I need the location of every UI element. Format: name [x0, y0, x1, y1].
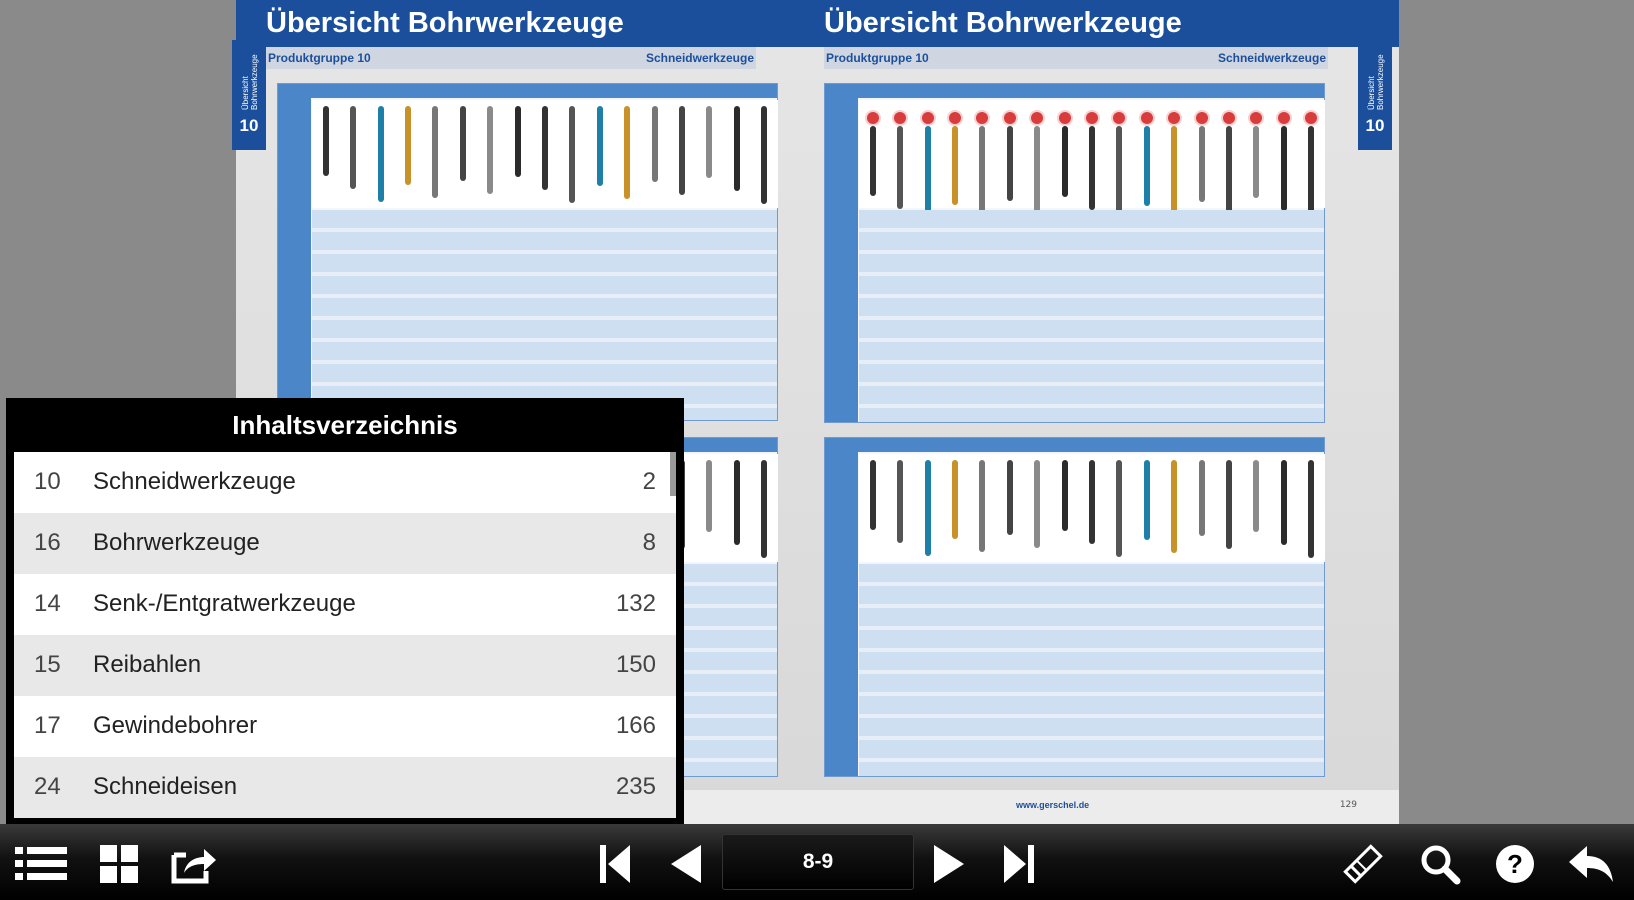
tool-drawing [460, 106, 466, 181]
back-button[interactable] [1562, 838, 1620, 890]
footer-page-number: 129 [1339, 800, 1357, 810]
tool-image-strip [859, 454, 1325, 562]
tool-drawing [1281, 126, 1287, 211]
tool-drawing [1171, 460, 1177, 553]
tool-drawing [679, 106, 685, 195]
toc-scrollbar[interactable] [670, 452, 676, 496]
tool-drawing [1034, 126, 1040, 214]
tool-drawing [1308, 460, 1314, 558]
tool-drawing [624, 106, 630, 199]
depth-stop-drawing [1111, 110, 1127, 126]
tool-overview-table [824, 437, 1325, 777]
tool-drawing [952, 460, 958, 539]
tool-image-strip [859, 100, 1325, 208]
depth-stop-drawing [1139, 110, 1155, 126]
toc-item-title: Gewindebohrer [93, 712, 258, 739]
toc-item-title: Schneideisen [93, 773, 238, 800]
toc-item-number: 14 [34, 590, 61, 617]
depth-stop-drawing [1057, 110, 1073, 126]
toc-item-title: Senk-/Entgratwerkzeuge [93, 590, 356, 617]
page-title: Übersicht Bohrwerkzeuge [824, 7, 1182, 39]
tool-drawing [1281, 460, 1287, 545]
depth-stop-drawing [974, 110, 990, 126]
chapter-tab-text: Übersicht Bohrwerkzeuge [1367, 54, 1385, 110]
tool-drawing [1144, 460, 1150, 540]
tool-drawing [1116, 460, 1122, 557]
tool-drawing [1007, 126, 1013, 201]
toc-item-page: 2 [642, 468, 656, 495]
tool-overview-table [277, 83, 778, 421]
tool-drawing [597, 106, 603, 186]
list-icon [13, 844, 69, 884]
catalog-page-right[interactable] [818, 0, 1399, 824]
category-label: Schneidwerkzeuge [1217, 51, 1326, 65]
pencil-icon [1341, 842, 1385, 886]
chapter-tab-number: 10 [1365, 116, 1385, 135]
depth-stop-drawing [1002, 110, 1018, 126]
tool-drawing [870, 460, 876, 530]
depth-stop-drawing [1221, 110, 1237, 126]
table-label-column [825, 452, 858, 776]
depth-stop-drawing [1276, 110, 1292, 126]
page-footer [818, 790, 1399, 824]
tool-drawing [1144, 126, 1150, 206]
depth-stop-drawing [1248, 110, 1264, 126]
tool-drawing [897, 126, 903, 209]
tool-drawing [1199, 460, 1205, 536]
table-rows [859, 564, 1324, 776]
tool-drawing [1007, 460, 1013, 535]
subheader-bar [266, 47, 756, 69]
toc-item[interactable] [14, 757, 676, 818]
tool-drawing [1089, 460, 1095, 544]
toc-item[interactable] [14, 513, 676, 574]
first-page-icon [598, 843, 632, 885]
toc-item-page: 235 [615, 773, 656, 800]
previous-page-icon [669, 843, 703, 885]
tool-drawing [1199, 126, 1205, 202]
tool-drawing [1171, 126, 1177, 219]
tool-drawing [706, 460, 712, 532]
page-title: Übersicht Bohrwerkzeuge [266, 7, 624, 39]
depth-stop-drawing [1303, 110, 1319, 126]
tool-drawing [350, 106, 356, 189]
share-button[interactable] [165, 838, 223, 890]
tool-drawing [652, 106, 658, 182]
chapter-tab [232, 40, 266, 150]
tool-drawing [1226, 460, 1232, 549]
tool-drawing [405, 106, 411, 185]
depth-stop-drawing [920, 110, 936, 126]
table-label-column [825, 98, 858, 422]
depth-stop-drawing [1084, 110, 1100, 126]
tool-overview-table [824, 83, 1325, 423]
tool-drawing [515, 106, 521, 177]
tool-drawing [487, 106, 493, 194]
toc-item-title: Reibahlen [93, 651, 202, 678]
tool-drawing [761, 106, 767, 204]
toc-item[interactable] [14, 696, 676, 757]
search-icon [1419, 843, 1461, 885]
tool-drawing [378, 106, 384, 202]
table-rows [859, 210, 1324, 422]
depth-stop-drawing [892, 110, 908, 126]
next-page-icon [932, 843, 966, 885]
tool-drawing [1116, 126, 1122, 223]
tool-drawing [925, 460, 931, 556]
product-group-label: Produktgruppe 10 [268, 51, 371, 65]
help-icon [1494, 843, 1536, 885]
tool-drawing [979, 460, 985, 552]
depth-stop-drawing [1029, 110, 1045, 126]
subheader-bar [824, 47, 1328, 69]
toc-item-number: 17 [34, 712, 61, 739]
tool-drawing [897, 460, 903, 543]
page-header [818, 0, 1399, 47]
product-group-label: Produktgruppe 10 [826, 51, 929, 65]
previous-page-button[interactable] [657, 838, 715, 890]
tool-drawing [1089, 126, 1095, 210]
toc-item-page: 132 [615, 590, 656, 617]
toc-item-number: 16 [34, 529, 61, 556]
tool-drawing [706, 106, 712, 178]
toc-item[interactable] [14, 635, 676, 696]
table-rows [312, 210, 777, 420]
help-button[interactable] [1486, 838, 1544, 890]
toc-title: Inhaltsverzeichnis [232, 410, 458, 440]
chapter-tab-text: Übersicht Bohrwerkzeuge [241, 54, 259, 110]
annotate-button[interactable] [1334, 838, 1392, 890]
depth-stop-drawing [865, 110, 881, 126]
page-header [236, 0, 818, 47]
tool-drawing [1253, 126, 1259, 198]
depth-stop-drawing [1166, 110, 1182, 126]
grid-icon [99, 844, 139, 884]
tool-drawing [870, 126, 876, 196]
toc-item[interactable] [14, 452, 676, 513]
tool-drawing [952, 126, 958, 205]
search-button[interactable] [1411, 838, 1469, 890]
toc-item-page: 150 [615, 651, 656, 678]
tool-drawing [1062, 126, 1068, 197]
next-page-button[interactable] [920, 838, 978, 890]
tool-drawing [979, 126, 985, 218]
tool-drawing [569, 106, 575, 203]
table-header [825, 438, 1324, 452]
footer-url: www.gerschel.de [1016, 800, 1090, 810]
toc-item-title: Schneidwerkzeuge [93, 468, 296, 495]
thumbnails-button[interactable] [90, 838, 148, 890]
table-label-column [278, 98, 311, 420]
toc-item-page: 8 [642, 529, 656, 556]
toc-item-page: 166 [615, 712, 656, 739]
toc-button[interactable] [12, 838, 70, 890]
last-page-icon [1002, 843, 1036, 885]
toc-item-number: 15 [34, 651, 61, 678]
chapter-tab-number: 10 [239, 116, 259, 135]
tool-drawing [734, 106, 740, 191]
tool-drawing [925, 126, 931, 222]
tool-drawing [1062, 460, 1068, 531]
toc-item-number: 10 [34, 468, 61, 495]
category-label: Schneidwerkzeuge [645, 51, 754, 65]
toc-item[interactable] [14, 574, 676, 635]
tool-drawing [761, 460, 767, 558]
last-page-button[interactable] [990, 838, 1048, 890]
tool-drawing [1253, 460, 1259, 532]
tool-drawing [1034, 460, 1040, 548]
depth-stop-drawing [947, 110, 963, 126]
first-page-button[interactable] [586, 838, 644, 890]
tool-image-strip [312, 100, 778, 208]
depth-stop-drawing [1194, 110, 1210, 126]
bottom-toolbar [0, 824, 1634, 900]
tool-drawing [734, 460, 740, 545]
tool-drawing [1226, 126, 1232, 215]
toc-item-number: 24 [34, 773, 61, 800]
page-indicator[interactable]: 8-9 [722, 834, 914, 890]
tool-drawing [432, 106, 438, 198]
tool-drawing [542, 106, 548, 190]
svg-text:?: ? [1507, 849, 1523, 879]
toc-item-title: Bohrwerkzeuge [93, 529, 260, 556]
back-icon [1567, 844, 1615, 884]
toc-panel [6, 398, 684, 824]
chapter-tab [1358, 40, 1392, 150]
toc-list[interactable] [14, 452, 676, 816]
share-icon [170, 843, 218, 885]
table-header [278, 84, 777, 98]
table-header [825, 84, 1324, 98]
tool-drawing [323, 106, 329, 176]
